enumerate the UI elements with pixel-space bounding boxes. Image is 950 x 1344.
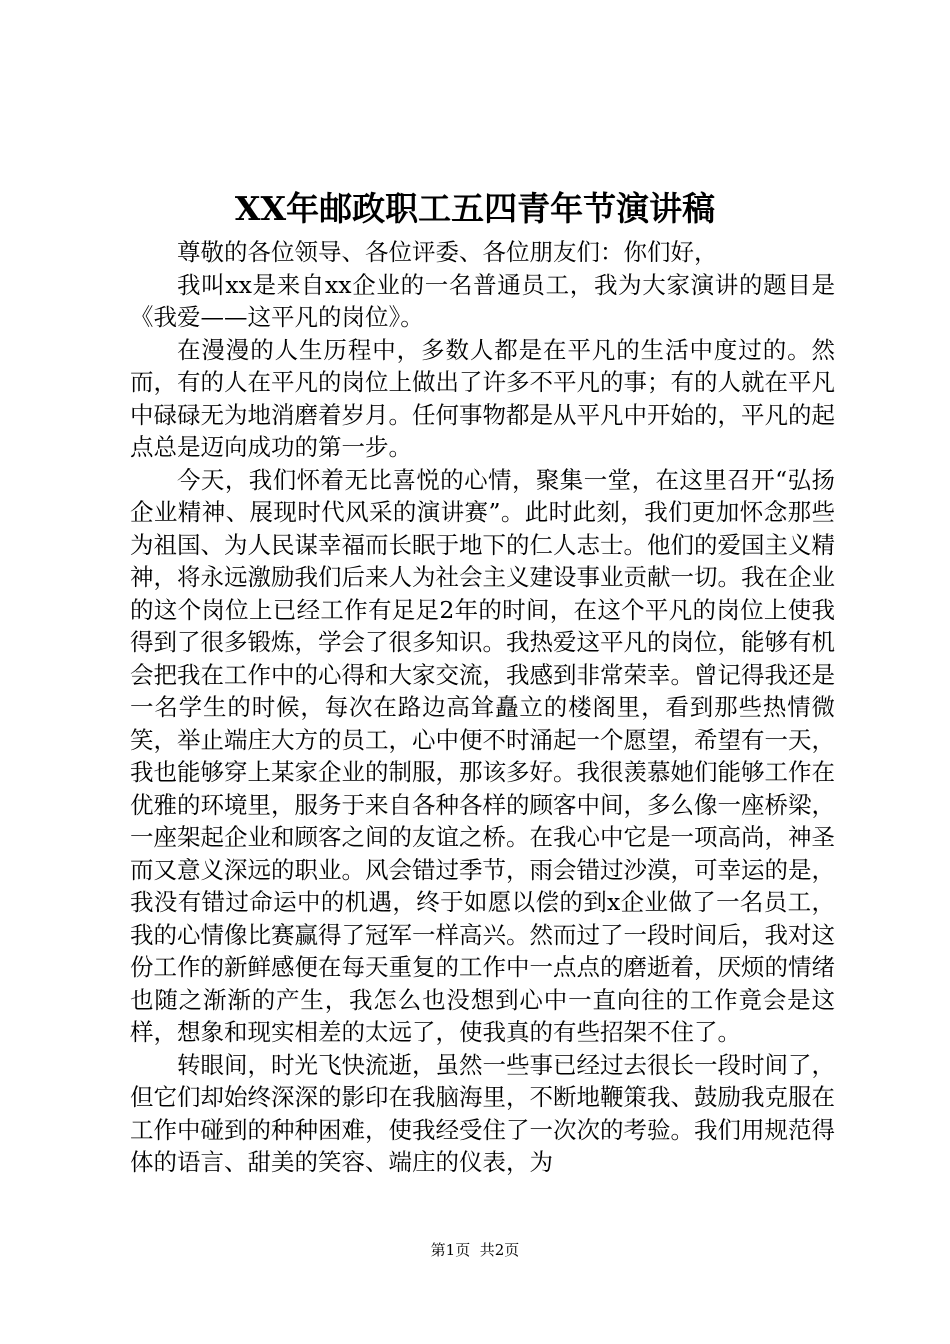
page-footer: [0, 1240, 950, 1260]
paragraph-speech-contest: 今天，我们怀着无比喜悦的心情，聚集一堂，在这里召开“弘扬企业精神、展现时代风采的演讲赛”。此时此刻，我们更加怀念那些为祖国、为人民谋幸福而长眠于地下的仁人志士。他们的爱国主义精神，将永远激励我们后来人为社会主义建设事业贡献一切。我在企业的这个岗位上已经工作有足足2年的时间，在这个平凡的岗位上使我得到了很多锻炼，学会了很多知识。我热爱这平凡的岗位，能够有机会把我在工作中的心得和大家交流，我感到非常荣幸。曾记得我还是一名学生的时候，每次在路边高耸矗立的楼阁里，看到那些热情微笑，举止端庄大方的员工，心中便不时涌起一个愿望，希望有一天，我也能够穿上某家企业的制服，那该多好。我很羡慕她们能够工作在优雅的环境里，服务于来自各种各样的顾客中间，多么像一座桥梁，一座架起企业和顾客之间的友谊之桥。在我心中它是一项高尚，神圣而又意义深远的职业。风会错过季节，雨会错过沙漠，可幸运的是，我没有错过命运中的机遇，终于如愿以偿的到x企业做了一名员工，我的心情像比赛赢得了冠军一样高兴。然而过了一段时间后，我对这份工作的新鲜感便在每天重复的工作中一点点的磨逝着，厌烦的情绪也随之渐渐的产生，我怎么也没想到心中一直向往的工作竟会是这样，想象和现实相差的太远了，使我真的有些招架不住了。: [130, 465, 835, 1046]
paragraph-greeting: 尊敬的各位领导、各位评委、各位朋友们：你们好，: [177, 238, 718, 266]
document-body: [130, 236, 835, 1179]
paragraph-time-passes: 转眼间，时光飞快流逝，虽然一些事已经过去很长一段时间了，但它们却始终深深的影印在我脑海里，不断地鞭策我、鼓励我克服在工作中碰到的种种困难，使我经受住了一次次的考验。我们用规范得体的语言、甜美的笑容、端庄的仪表，为: [130, 1050, 835, 1176]
page-number-total: 共2页: [479, 1241, 520, 1259]
document-title: XX年邮政职工五四青年节演讲稿: [234, 189, 716, 228]
page-number-current: 第1页: [430, 1241, 471, 1259]
footer-spacer: [470, 1241, 480, 1259]
paragraph-ordinary-life: 在漫漫的人生历程中，多数人都是在平凡的生活中度过的。然而，有的人在平凡的岗位上做出了许多不平凡的事；有的人就在平凡中碌碌无为地消磨着岁月。任何事物都是从平凡中开始的，平凡的起点总是迈向成功的第一步。: [130, 335, 835, 461]
paragraph-introduction: 我叫xx是来自xx企业的一名普通员工，我为大家演讲的题目是《我爱——这平凡的岗位》。: [130, 270, 835, 331]
